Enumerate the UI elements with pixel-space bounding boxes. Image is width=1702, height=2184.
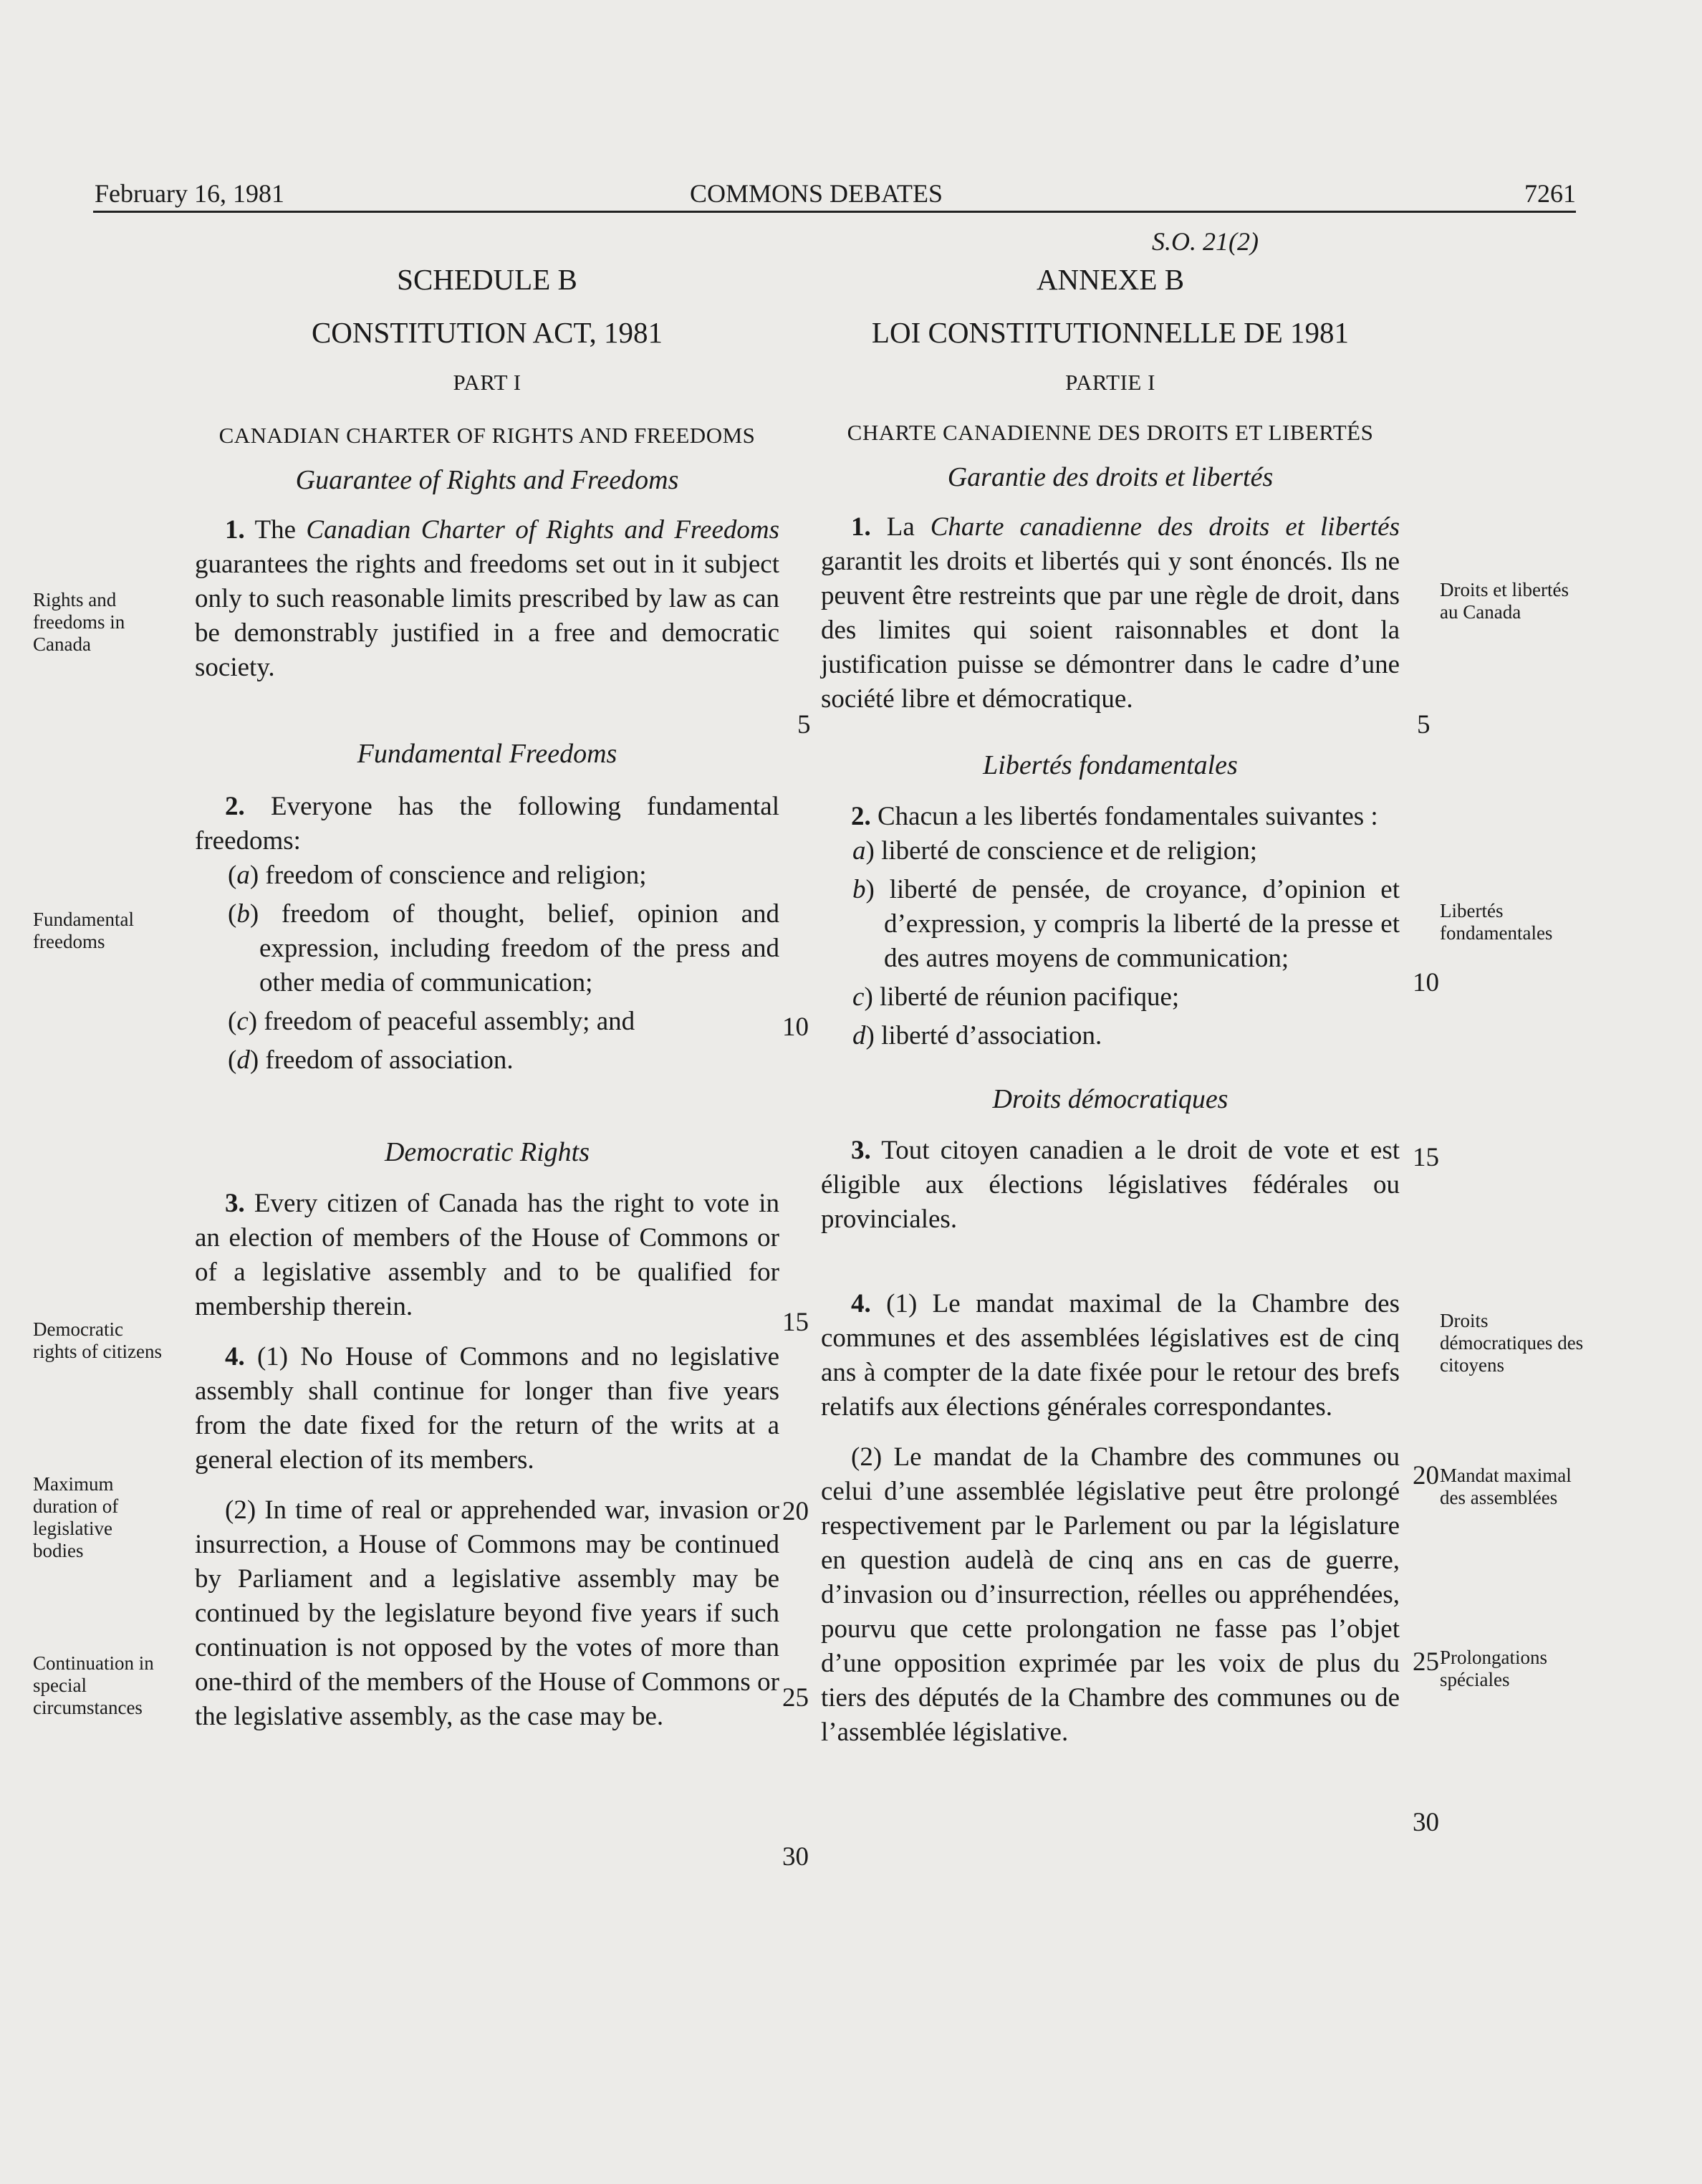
- section-2-en: 2. Everyone has the following fundamental freedoms:: [195, 792, 779, 856]
- item-b-fr: b) liberté de pensée, de croyance, d’opinion et d’expression, y compris la liberté de la presse et des autres moyens de communication;: [852, 875, 1400, 973]
- header-publication: COMMONS DEBATES: [690, 179, 943, 208]
- item-a-en: (a) freedom of conscience and religion;: [228, 861, 647, 890]
- schedule-title-fr: ANNEXE B: [1036, 263, 1185, 296]
- margin-note-rights-freedoms: Rights and freedoms in Canada: [33, 589, 125, 655]
- item-d-en: (d) freedom of association.: [228, 1045, 514, 1075]
- line-number-en-10: 10: [782, 1012, 809, 1042]
- header-date: February 16, 1981: [95, 179, 284, 208]
- line-number-en-20: 20: [782, 1497, 809, 1526]
- margin-note-fundamental-freedoms: Fundamental freedoms: [33, 909, 134, 952]
- act-title-en: CONSTITUTION ACT, 1981: [311, 316, 663, 349]
- margin-note-continuation: Continuation in special circumstances: [33, 1652, 154, 1718]
- line-number-en-25: 25: [782, 1683, 809, 1713]
- section-4-1-fr: 4. (1) Le mandat maximal de la Chambre des communes et des assemblées législatives est de cinq ans à compter de la date fixée pour le retour des brefs relatifs aux élections générales correspondantes.: [821, 1289, 1400, 1422]
- line-number-en-15: 15: [782, 1308, 809, 1337]
- standing-order: S.O. 21(2): [1152, 227, 1259, 256]
- margin-note-libertes-fondamentales: Libertés fondamentales: [1440, 900, 1553, 944]
- page-number: 7261: [1524, 179, 1576, 208]
- line-number-fr-15: 15: [1413, 1143, 1439, 1172]
- heading-fundamental-en: Fundamental Freedoms: [357, 739, 617, 769]
- line-number-fr-20: 20: [1413, 1461, 1439, 1490]
- item-c-fr: c) liberté de réunion pacifique;: [852, 982, 1180, 1012]
- section-4-2-fr: (2) Le mandat de la Chambre des communes ou celui d’une assemblée législative peut être prolongé respectivement par le Parlement ou par la législature en question audelà de cinq ans en cas de guerre, d’invasion ou d’insurrection, réelles ou appréhendées, pourvu que cette prolongation ne fasse pas l’objet d’une opposition exprimée par les voix de plus du tiers des députés de la Chambre des communes ou de l’assemblée législative.: [821, 1442, 1400, 1747]
- heading-democratic-en: Democratic Rights: [384, 1137, 590, 1167]
- section-1-fr: 1. La Charte canadienne des droits et libertés garantit les droits et libertés qui y sont énoncés. Ils ne peuvent être restreints que par une règle de droit, dans des limites qui soient raisonnables et dont la justification puisse se démontrer dans le cadre d’une société libre et démocratique.: [821, 512, 1400, 714]
- line-number-fr-30: 30: [1413, 1808, 1439, 1837]
- margin-note-democratic-rights: Democratic rights of citizens: [33, 1318, 162, 1362]
- item-c-en: (c) freedom of peaceful assembly; and: [228, 1007, 635, 1036]
- line-number-en-5: 5: [797, 710, 811, 739]
- section-1-en: 1. The Canadian Charter of Rights and Freedoms guarantees the rights and freedoms set out in it subject only to such reasonable limits prescribed by law as can be demonstrably justified in a free and democratic society.: [195, 515, 779, 682]
- line-number-en-30: 30: [782, 1842, 809, 1872]
- act-title-fr: LOI CONSTITUTIONNELLE DE 1981: [871, 316, 1350, 349]
- line-number-fr-25: 25: [1413, 1647, 1439, 1677]
- item-b-en: (b) freedom of thought, belief, opinion and expression, including freedom of the press and other media of communication;: [228, 899, 779, 997]
- english-column: [195, 261, 779, 1734]
- heading-democratic-fr: Droits démocratiques: [992, 1084, 1229, 1114]
- item-d-fr: d) liberté d’association.: [852, 1021, 1102, 1050]
- line-number-fr-5: 5: [1417, 710, 1431, 739]
- charter-title-en: CANADIAN CHARTER OF RIGHTS AND FREEDOMS: [218, 423, 756, 448]
- line-number-fr-10: 10: [1413, 968, 1439, 997]
- part-fr: PARTIE I: [1065, 370, 1155, 395]
- margin-note-droits-libertes: Droits et libertés au Canada: [1440, 579, 1569, 623]
- heading-guarantee-en: Guarantee of Rights and Freedoms: [295, 465, 679, 495]
- margin-note-maximum-duration: Maximum duration of legislative bodies: [33, 1473, 119, 1561]
- heading-fundamental-fr: Libertés fondamentales: [983, 750, 1238, 780]
- heading-guarantee-fr: Garantie des droits et libertés: [947, 462, 1274, 492]
- section-4-1-en: 4. (1) No House of Commons and no legislative assembly shall continue for longer than five years from the date fixed for the return of the writs at a general election of its members.: [195, 1342, 779, 1475]
- section-4-2-en: (2) In time of real or apprehended war, invasion or insurrection, a House of Commons may be continued by Parliament and a legislative assembly may be continued by the legislature beyond five years if such continuation is not opposed by the votes of more than one-third of the members of the House of Commons or the legislative assembly, as the case may be.: [195, 1495, 779, 1731]
- french-column: [821, 261, 1400, 1750]
- margin-note-mandat-maximal: Mandat maximal des assemblées: [1440, 1465, 1572, 1508]
- header-rule: [93, 211, 1576, 213]
- schedule-title-en: SCHEDULE B: [397, 263, 577, 296]
- part-en: PART I: [453, 370, 521, 395]
- margin-note-droits-democratiques: Droits démocratiques des citoyens: [1440, 1310, 1584, 1376]
- section-3-en: 3. Every citizen of Canada has the right to vote in an election of members of the House of Commons or of a legislative assembly and to be qualified for membership therein.: [195, 1189, 779, 1321]
- section-2-fr: 2. Chacun a les libertés fondamentales suivantes :: [851, 802, 1378, 831]
- margin-note-prolongations: Prolongations spéciales: [1440, 1647, 1548, 1690]
- section-3-fr: 3. Tout citoyen canadien a le droit de vote et est éligible aux élections législatives fédérales ou provinciales.: [821, 1136, 1400, 1234]
- item-a-fr: a) liberté de conscience et de religion;: [852, 836, 1258, 866]
- charter-title-fr: CHARTE CANADIENNE DES DROITS ET LIBERTÉS: [847, 420, 1374, 445]
